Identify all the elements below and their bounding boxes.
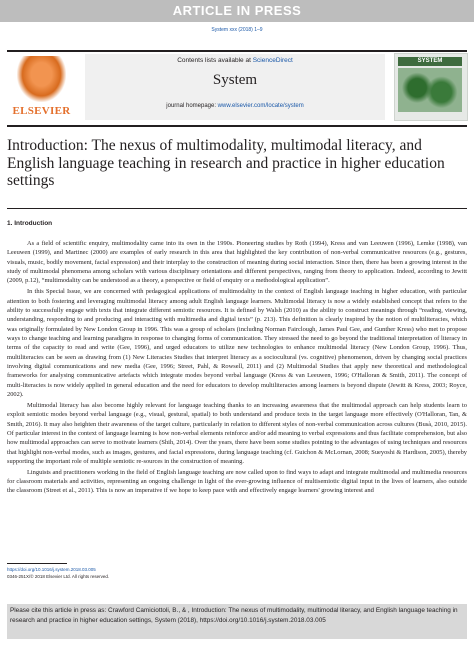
cite-this-article-box: Please cite this article in press as: Crawford Camiciottoli, B., & , Introduction: The nexus of multimodality, multimodal literacy, and English language teaching in research and practice in higher education settings, System (2018), https://doi.org/10.1016/j.system.2018.03.005 <box>7 604 467 639</box>
body-paragraph: Multimodal literacy has also become highly relevant for language teaching thanks to an increasing awareness that the multimodal approach can help students learn to exploit semiotic modes beyond verbal language (e.g., visual, gestural, spatial) to both understand and produce texts in the target language more effectively (O'Halloran, Tan, & Smith, 2016). It may also heighten their awareness of the target culture, particularly in relation to different styles of non-verbal communication across cultures (Busà, 2010, 2015). Of particular interest in the context of language learning is how non-verbal elements reinforce and/or add meaning to verbal expressions and thus facilitate comprehension, but also how multimodal approaches can serve to motivate learners (Shih, 2014). Over the years, there have been some studies pointing to the advantages of using techniques and resources that highlight non-verbal modes, such as images, gestures, and facial expressions, during language teaching (cf. Guichon & McLornan, 2008; Sueyoshi & Hardison, 2005), thereby supporting the important role of multiple semiotic re-sources in the construction of meaning. <box>7 401 467 465</box>
body-paragraph: As a field of scientific enquiry, multimodality came into its own in the 1990s. Pioneering studies by Roth (1994), Kress and van Leeuwen (1996), Lemke (1998), van Leeuwen (1999), and Martinec (2000) are examples of early research in this area that highlighted the key contribution of non-verbal communicative resources (e.g., gestures, visuals, music, bodily movement, facial expression) and their interplay to the construction of meaning during social interaction. Since then, there has been a growing interest in the study of multimodal phenomena among scholars with various disciplinary orientations and different perspectives, ranging from theory to application. Indeed, according to Jewitt (2009, p.12), “multimodality can be understood as a theory, a perspective or field of enquiry or a methodological application”. <box>7 240 467 285</box>
elsevier-tree-icon <box>17 56 66 102</box>
contents-prefix: Contents lists available at <box>177 57 253 64</box>
journal-homepage-line <box>85 103 385 109</box>
cover-title: SYSTEM <box>398 57 462 66</box>
body-paragraph: In this Special Issue, we are concerned with pedagogical applications of multimodality in the context of English language teaching in higher education, with particular attention to both fostering and leveraging multimodal literacy among adult English language learners. Multimodal literacy is now a widely established concept that refers to the ability to successfully engage with texts that integrate different semiotic resources. It is defined by Walsh (2010) as the ability to construct meanings through “reading, viewing, understanding, responding to and producing and interacting with multimedia and digital texts” (p. 213). This definition is clearly inspired by the notion of multiliteracies, which was originally formulated by New London Group in 1996. This was a group of scholars (including Norman Fairclough, James Paul Gee, and Gunther Kress) who met to propose ways to change teaching and learning paradigms in response to changing forms of communication. They stressed the need to go beyond the traditional interpretation of literacy in terms of the capacity to read and write (Gee, 1996), and urged educators to utilize new technologies to enhance multimodal literacy (New London Group, 1996). Thus, multiliteracies can be seen as drawing from (1) New Literacies Studies that interpret literacy as a sociocultural (vs. cognitive) phenomenon, driven by changing social practices involving digital communications and new media (Gee, 1996; Street, Pahl, & Rowsell, 2011) and (2) Multimodal Studies that apply new theoretical and methodological frameworks for analysing communicative artefacts which integrate modes beyond verbal language (Kress & van Leeuwen, 1996; O'Halloran & Smith, 2011). The concept of multi-literacies is now widely applied in general education and the need for educators to develop multiliteracies among learners is beyond dispute (Jewitt & Kress, 2003; Royce, 2002). <box>7 288 467 398</box>
journal-info-box <box>85 54 385 120</box>
cover-globe-image <box>398 68 462 112</box>
section-heading: 1. Introduction <box>7 220 53 227</box>
copyright-line: 0346-251X/© 2018 Elsevier Ltd. All rights reserved. <box>7 574 110 579</box>
journal-citation-line[interactable]: System xxx (2018) 1–9 <box>211 27 263 33</box>
header-bottom-rule <box>7 125 467 127</box>
footnotes <box>7 566 109 580</box>
doi-link[interactable]: https://doi.org/10.1016/j.system.2018.03.005 <box>7 567 96 572</box>
journal-cover-thumbnail <box>394 53 468 121</box>
article-title: Introduction: The nexus of multimodality, multimodal literacy, and English language teaching in research and practice in higher education settings <box>7 137 445 189</box>
journal-name: System <box>212 72 258 88</box>
article-body <box>7 239 467 497</box>
elsevier-logo <box>7 56 76 118</box>
footnote-rule <box>7 563 67 564</box>
journal-header <box>7 50 467 125</box>
body-paragraph: Linguists and practitioners working in the field of English language teaching are now called upon to find ways to adapt and integrate multimodal and multimedia resources for classroom materials and activities, representing an ongoing challenge in light of the ever-growing influence of multisemiotic digital input in the lives of learners, also outside the classroom (Street et al., 2011). This is now an imperative if we hope to keep pace with and effectively engage learners' growing interest and <box>7 468 467 495</box>
homepage-prefix: journal homepage: <box>166 103 218 109</box>
homepage-link[interactable]: www.elsevier.com/locate/system <box>217 103 304 109</box>
article-in-press-banner: ARTICLE IN PRESS <box>0 0 474 22</box>
contents-line <box>85 57 385 64</box>
title-divider <box>7 208 467 209</box>
sciencedirect-link[interactable]: ScienceDirect <box>252 57 293 64</box>
elsevier-wordmark: ELSEVIER <box>12 105 71 117</box>
header-top-rule <box>7 50 467 52</box>
